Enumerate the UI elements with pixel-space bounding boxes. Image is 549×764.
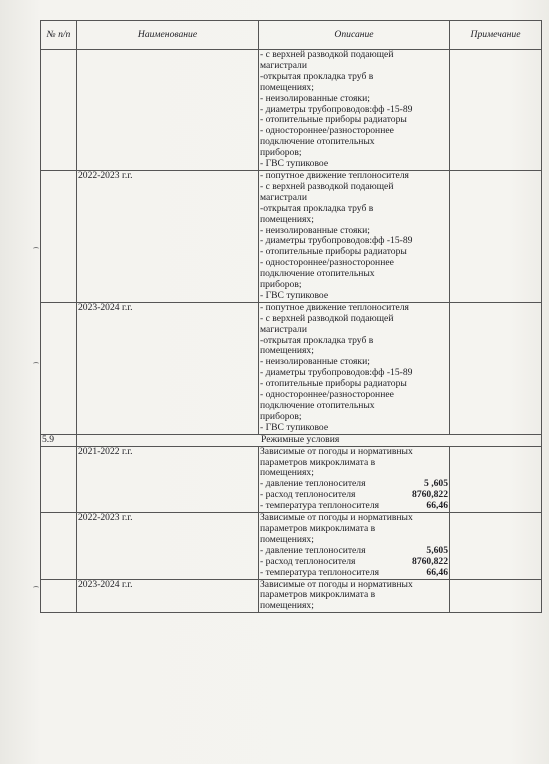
cell-period: 2021-2022 г.г. [77, 446, 259, 512]
desc-line: - неизолированные стояки; [260, 224, 370, 236]
desc-line: Зависимые от погоды и нормативных [260, 445, 413, 457]
cell-period [77, 50, 259, 171]
desc-line: - с верхней разводкой подающей [260, 49, 394, 60]
param-flow: - расход теплоносителя 8760,822 [260, 489, 448, 501]
table-row [41, 50, 542, 171]
header-name: Наименование [77, 21, 259, 50]
punch-hole-mark [33, 247, 39, 251]
cell-num [41, 579, 77, 613]
desc-line: -открытая прокладка труб в [260, 334, 374, 346]
desc-line: - попутное движение теплоносителя [260, 169, 409, 181]
desc-line: Зависимые от погоды и нормативных [260, 512, 413, 524]
desc-line: помещениях; [260, 533, 314, 545]
cell-description [259, 513, 450, 579]
desc-line: - с верхней разводкой подающей [260, 312, 394, 324]
desc-line: - неизолированные стояки; [260, 356, 370, 368]
cell-description [259, 50, 450, 171]
cell-description [259, 579, 450, 613]
desc-line: подключение отопительных [260, 400, 375, 411]
desc-line: - попутное движение теплоносителя [260, 301, 409, 313]
desc-line: помещениях; [260, 467, 314, 479]
cell-num [41, 446, 77, 512]
desc-line: - одностороннее/разностороннее [260, 125, 394, 137]
cell-num [41, 513, 77, 579]
desc-line: магистрали [260, 59, 307, 71]
desc-line: -открытая прокладка труб в [260, 202, 374, 214]
section-row [41, 434, 542, 446]
cell-period: 2023-2024 г.г. [77, 302, 259, 434]
cell-note [450, 302, 542, 434]
cell-description [259, 446, 450, 512]
desc-line: - одностороннее/разностороннее [260, 257, 394, 269]
cell-period: 2022-2023 г.г. [77, 513, 259, 579]
param-temperature: - температура теплоносителя 66,46 [260, 566, 448, 578]
table-header-row [41, 21, 542, 50]
table-row [41, 579, 542, 613]
desc-line: Зависимые от погоды и нормативных [260, 578, 413, 590]
cell-note [450, 513, 542, 579]
param-temperature: - температура теплоносителя 66,46 [260, 500, 448, 512]
desc-line: приборов; [260, 147, 302, 159]
desc-line: - диаметры трубопроводов:фф -15-89 [260, 235, 413, 247]
cell-num [41, 302, 77, 434]
param-pressure: - давление теплоносителя 5 ,605 [260, 478, 448, 490]
cell-num [41, 170, 77, 302]
desc-line: приборов; [260, 279, 302, 291]
desc-line: помещениях; [260, 345, 314, 357]
desc-line: - диаметры трубопроводов:фф -15-89 [260, 367, 413, 379]
desc-line: параметров микроклимата в [260, 456, 376, 468]
cell-period: 2023-2024 г.г. [77, 579, 259, 613]
section-title: Режимные условия [77, 434, 542, 446]
desc-line: магистрали [260, 191, 307, 203]
desc-line: - одностороннее/разностороннее [260, 389, 394, 401]
cell-note [450, 446, 542, 512]
param-flow: - расход теплоносителя 8760,822 [260, 555, 448, 567]
param-pressure: - давление теплоносителя 5,605 [260, 544, 448, 556]
desc-line: помещениях; [260, 81, 314, 93]
table-row [41, 302, 542, 434]
punch-hole-mark [33, 586, 39, 590]
cell-num [41, 50, 77, 171]
cell-period: 2022-2023 г.г. [77, 170, 259, 302]
desc-line: - диаметры трубопроводов:фф -15-89 [260, 103, 413, 115]
cell-note [450, 50, 542, 171]
desc-line: - ГВС тупиковое [260, 158, 329, 170]
document-table [40, 20, 542, 613]
desc-line: магистрали [260, 323, 307, 335]
cell-note [450, 579, 542, 613]
header-num: № п/п [41, 21, 77, 50]
table-row [41, 170, 542, 302]
desc-line: параметров микроклимата в [260, 589, 376, 601]
desc-line: помещениях; [260, 600, 314, 612]
desc-line: - отопительные приборы радиаторы [260, 114, 407, 126]
desc-line: приборов; [260, 410, 302, 422]
desc-line: подключение отопительных [260, 268, 375, 280]
desc-line: помещениях; [260, 213, 314, 225]
section-number: 5.9 [41, 434, 77, 446]
desc-line: подключение отопительных [260, 136, 375, 148]
desc-line: - отопительные приборы радиаторы [260, 246, 407, 258]
cell-description [259, 170, 450, 302]
punch-hole-mark [33, 362, 39, 366]
cell-description [259, 302, 450, 434]
header-note: Примечание [450, 21, 542, 50]
desc-line: - ГВС тупиковое [260, 289, 329, 301]
table-row [41, 446, 542, 512]
desc-line: -открытая прокладка труб в [260, 70, 374, 82]
table-row [41, 513, 542, 579]
desc-line: - с верхней разводкой подающей [260, 180, 394, 192]
desc-line: - ГВС тупиковое [260, 421, 329, 433]
desc-line: - неизолированные стояки; [260, 92, 370, 104]
cell-note [450, 170, 542, 302]
desc-line: - отопительные приборы радиаторы [260, 378, 407, 390]
header-description: Описание [259, 21, 450, 50]
desc-line: параметров микроклимата в [260, 522, 376, 534]
